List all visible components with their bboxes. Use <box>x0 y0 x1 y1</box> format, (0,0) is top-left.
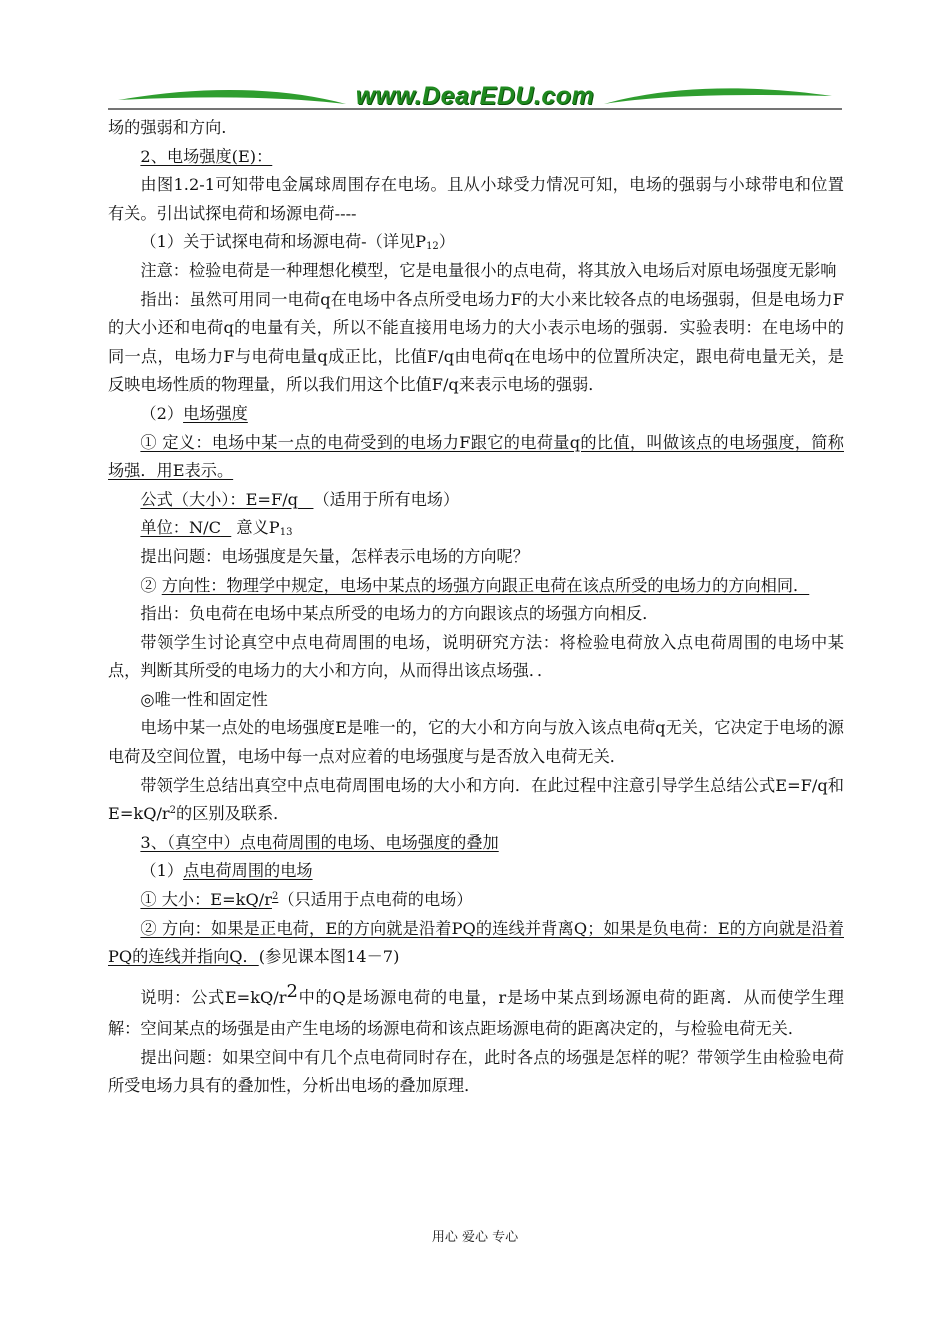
formula-line: 公式（大小）：E=F/q （适用于所有电场） <box>140 489 460 509</box>
direction-line: ② 方向：如果是正电荷，E的方向就是沿着PQ的连线并背离Q；如果是负电荷：E的方向就是沿着PQ的连线并指向Q．(参见课本图14－7) <box>108 918 844 967</box>
definition: ① 定义：电场中某一点的电荷受到的电场力F跟它的电荷量q的比值，叫做该点的电场强度，简称场强．用E表示。 <box>108 432 844 481</box>
heading-field-strength: 2、电场强度(E)： <box>140 146 273 166</box>
paragraph-note: 注意：检验电荷是一种理想化模型，它是电量很小的点电荷，将其放入电场后对原电场强度无影响 <box>140 260 837 280</box>
magnitude-line: ① 大小：$E=kQ/r^2$（只适用于点电荷的电场） <box>140 890 473 910</box>
question-vector: 提出问题：电场强度是矢量，怎样表示电场的方向呢？ <box>140 546 529 566</box>
paragraph-explanation: 说明：公式E=kQ/r2中的Q是场源电荷的电量，r是场中某点到场源电荷的距离．从而使学生理解：空间某点的场强是由产生电场的场源电荷和该点距场源电荷的距离决定的，与检验电荷无关． <box>108 980 844 1038</box>
page-header <box>108 80 842 116</box>
paragraph-1: 场的强弱和方向. <box>108 118 227 137</box>
paragraph-superposition: 提出问题：如果空间中有几个点电荷同时存在，此时各点的场强是怎样的呢？带领学生由检验电荷所受电场力具有的叠加性，分析出电场的叠加原理． <box>108 1047 844 1096</box>
paragraph-summary: 带领学生总结出真空中点电荷周围电场的大小和方向．在此过程中注意引导学生总结公式E=F/q和$E=kQ/r^2$的区别及联系． <box>108 775 844 824</box>
direction-rule: ② 方向性：物理学中规定，电场中某点的场强方向跟正电荷在该点所受的电场力的方向相同． <box>140 575 810 595</box>
negative-charge-note: 指出：负电荷在电场中某点所受的电场力的方向跟该点的场强方向相反． <box>140 604 659 624</box>
subheading-uniqueness: ◎唯一性和固定性 <box>140 689 268 709</box>
paragraph-point-out: 指出：虽然可用同一电荷q在电场中各点所受电场力F的大小来比较各点的电场强弱，但是电场力F的大小还和电荷q的电量有关，所以不能直接用电场力的大小表示电场的强弱．实验表明：在电场中的同一点，电场力F与电荷电量q成正比，比值F/q由电荷q在电场中的位置所决定，跟电荷电量无关，是反映电场性质的物理量，所以我们用这个比值F/q来表示电场的强弱． <box>108 289 844 395</box>
subheading-test-charge: （1）关于试探电荷和场源电荷-（详见$P_{12}$） <box>140 232 455 253</box>
paragraph-intro: 由图1.2-1可知带电金属球周围存在电场。且从小球受力情况可知，电场的强弱与小球带电和位置有关。引出试探电荷和场源电荷---- <box>108 175 844 223</box>
site-logo[interactable]: www.DearEDU.com <box>355 82 595 110</box>
paragraph-discussion: 带领学生讨论真空中点电荷周围的电场，说明研究方法：将检验电荷放入点电荷周围的电场中某点，判断其所受的电场力的大小和方向，从而得出该点场强．． <box>108 632 844 681</box>
document-body <box>108 114 844 1101</box>
unit-line: 单位：N/C 意义$P_{13}$ <box>140 518 293 539</box>
heading-point-charge: 3、（真空中）点电荷周围的电场、电场强度的叠加 <box>140 832 499 852</box>
paragraph-uniqueness: 电场中某一点处的电场强度E是唯一的，它的大小和方向与放入该点电荷q无关，它决定于电场的源电荷及空间位置，电场中每一点对应着的电场强度与是否放入电荷无关． <box>108 718 844 767</box>
subheading-point-charge-field: （1）点电荷周围的电场 <box>140 861 313 881</box>
page-footer: 用心 爱心 专心 <box>431 1230 519 1245</box>
subheading-field-strength: （2）电场强度 <box>140 403 248 423</box>
